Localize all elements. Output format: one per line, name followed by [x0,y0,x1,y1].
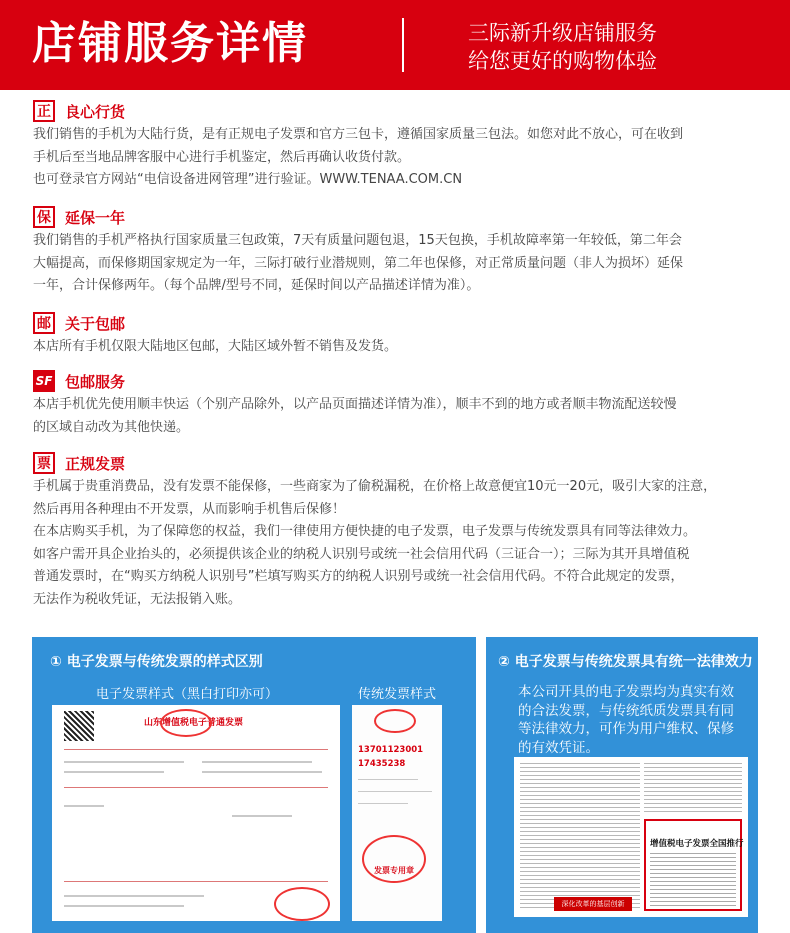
service-text: 本店手机优先使用顺丰快运（个别产品除外，以产品页面描述详情为准），顺丰不到的地方或者顺丰物流配送较慢 [33,397,677,412]
panel-heading: ① 电子发票与传统发票的样式区别 [50,654,263,670]
paper-invoice-image [352,705,442,921]
news-headline: 增值税电子发票全国推行 [650,839,744,849]
service-text: 大幅提高，而保修期国家规定为一年，三际打破行业潜规则，第二年也保修，对正常质量问题（非人为损坏）延保 [33,255,684,271]
service-text: 普通发票时，在“购买方纳税人识别号”栏填写购买方的纳税人识别号或统一社会信用代码。不符合此规定的发票， [33,569,684,584]
service-text: 也可登录官方网站“电信设备进网管理”进行验证。WWW.TENAA.COM.CN [33,172,463,187]
sf-express-icon: SF [33,370,55,392]
service-title: 包邮服务 [65,372,126,391]
service-courier [33,370,773,452]
service-text: 的区域自动改为其他快递。 [33,419,190,435]
service-text: 无法作为税收凭证，无法报销入账。 [33,591,242,607]
banner-divider [402,18,404,72]
seller-stamp [274,887,330,921]
news-footer: 深化改革的基层创新 [554,897,632,911]
e-invoice-label: 电子发票样式（黑白打印亦可） [96,687,279,702]
qr-code-icon [64,711,94,741]
invoice-stamp [374,709,416,733]
service-text: 手机属于贵重消费品，没有发票不能保修，一些商家为了偷税漏税，在价格上故意便宜10元一20元，吸引大家的注意， [33,479,717,494]
paper-invoice-label: 传统发票样式 [358,687,437,702]
invoice-comparison-panel [32,637,476,933]
service-text: 然后再用各种理由不开发票，从而影响手机售后保修！ [33,501,346,517]
service-genuine [33,100,773,206]
validity-text: 本公司开具的电子发票均为真实有效的合法发票，与传统纸质发票具有同等法律效力，可作为用户维权、保修的有效凭证。 [518,684,734,756]
mail-icon: 邮 [33,312,55,334]
service-text: 我们销售的手机严格执行国家质量三包政策，7天有质量问题包退，15天包换，手机故障率第一年较低，第二年会 [33,233,682,248]
warranty-icon: 保 [33,206,55,228]
seal-text: 发票专用章 [374,866,414,875]
service-text: 在本店购买手机，为了保障您的权益，我们一律使用方便快捷的电子发票，电子发票与传统发票具有同等法律效力。 [33,524,697,539]
invoice-code: 13701123001 [358,745,424,755]
e-invoice-title: 山东增值税电子普通发票 [144,718,244,728]
invoice-icon: 票 [33,452,55,474]
newspaper-image [514,757,748,917]
service-title: 延保一年 [65,208,126,227]
banner-subtitle-line1: 三际新升级店铺服务 [468,21,657,45]
service-free-shipping [33,312,773,370]
service-invoice [33,452,773,611]
legal-validity-panel [486,637,758,933]
panel-heading: ② 电子发票与传统发票具有统一法律效力 [498,654,753,670]
service-warranty [33,206,773,312]
e-invoice-image [52,705,340,921]
service-title: 正规发票 [65,454,126,473]
service-text: 我们销售的手机为大陆行货，是有正规电子发票和官方三包卡，遵循国家质量三包法。如您对此不放心，可在收到 [33,127,684,142]
invoice-number: 17435238 [358,759,406,769]
invoice-stamp [160,709,212,737]
service-text: 手机后至当地品牌客服中心进行手机鉴定，然后再确认收货付款。 [33,149,411,165]
header-banner [0,0,790,90]
service-title: 良心行货 [65,102,126,121]
banner-subtitle-line2: 给您更好的购物体验 [468,49,657,73]
service-text: 如客户需开具企业抬头的，必须提供该企业的纳税人识别号或统一社会信用代码（三证合一）；三际为其开具增值税 [33,546,690,562]
page-title: 店铺服务详情 [32,18,308,69]
service-title: 关于包邮 [65,314,126,333]
service-list [33,100,773,611]
genuine-icon: 正 [33,100,55,122]
service-text: 本店所有手机仅限大陆地区包邮，大陆区域外暂不销售及发货。 [33,339,398,354]
service-text: 一年，合计保修两年。（每个品牌/型号不同，延保时间以产品描述详情为准）。 [33,278,480,293]
